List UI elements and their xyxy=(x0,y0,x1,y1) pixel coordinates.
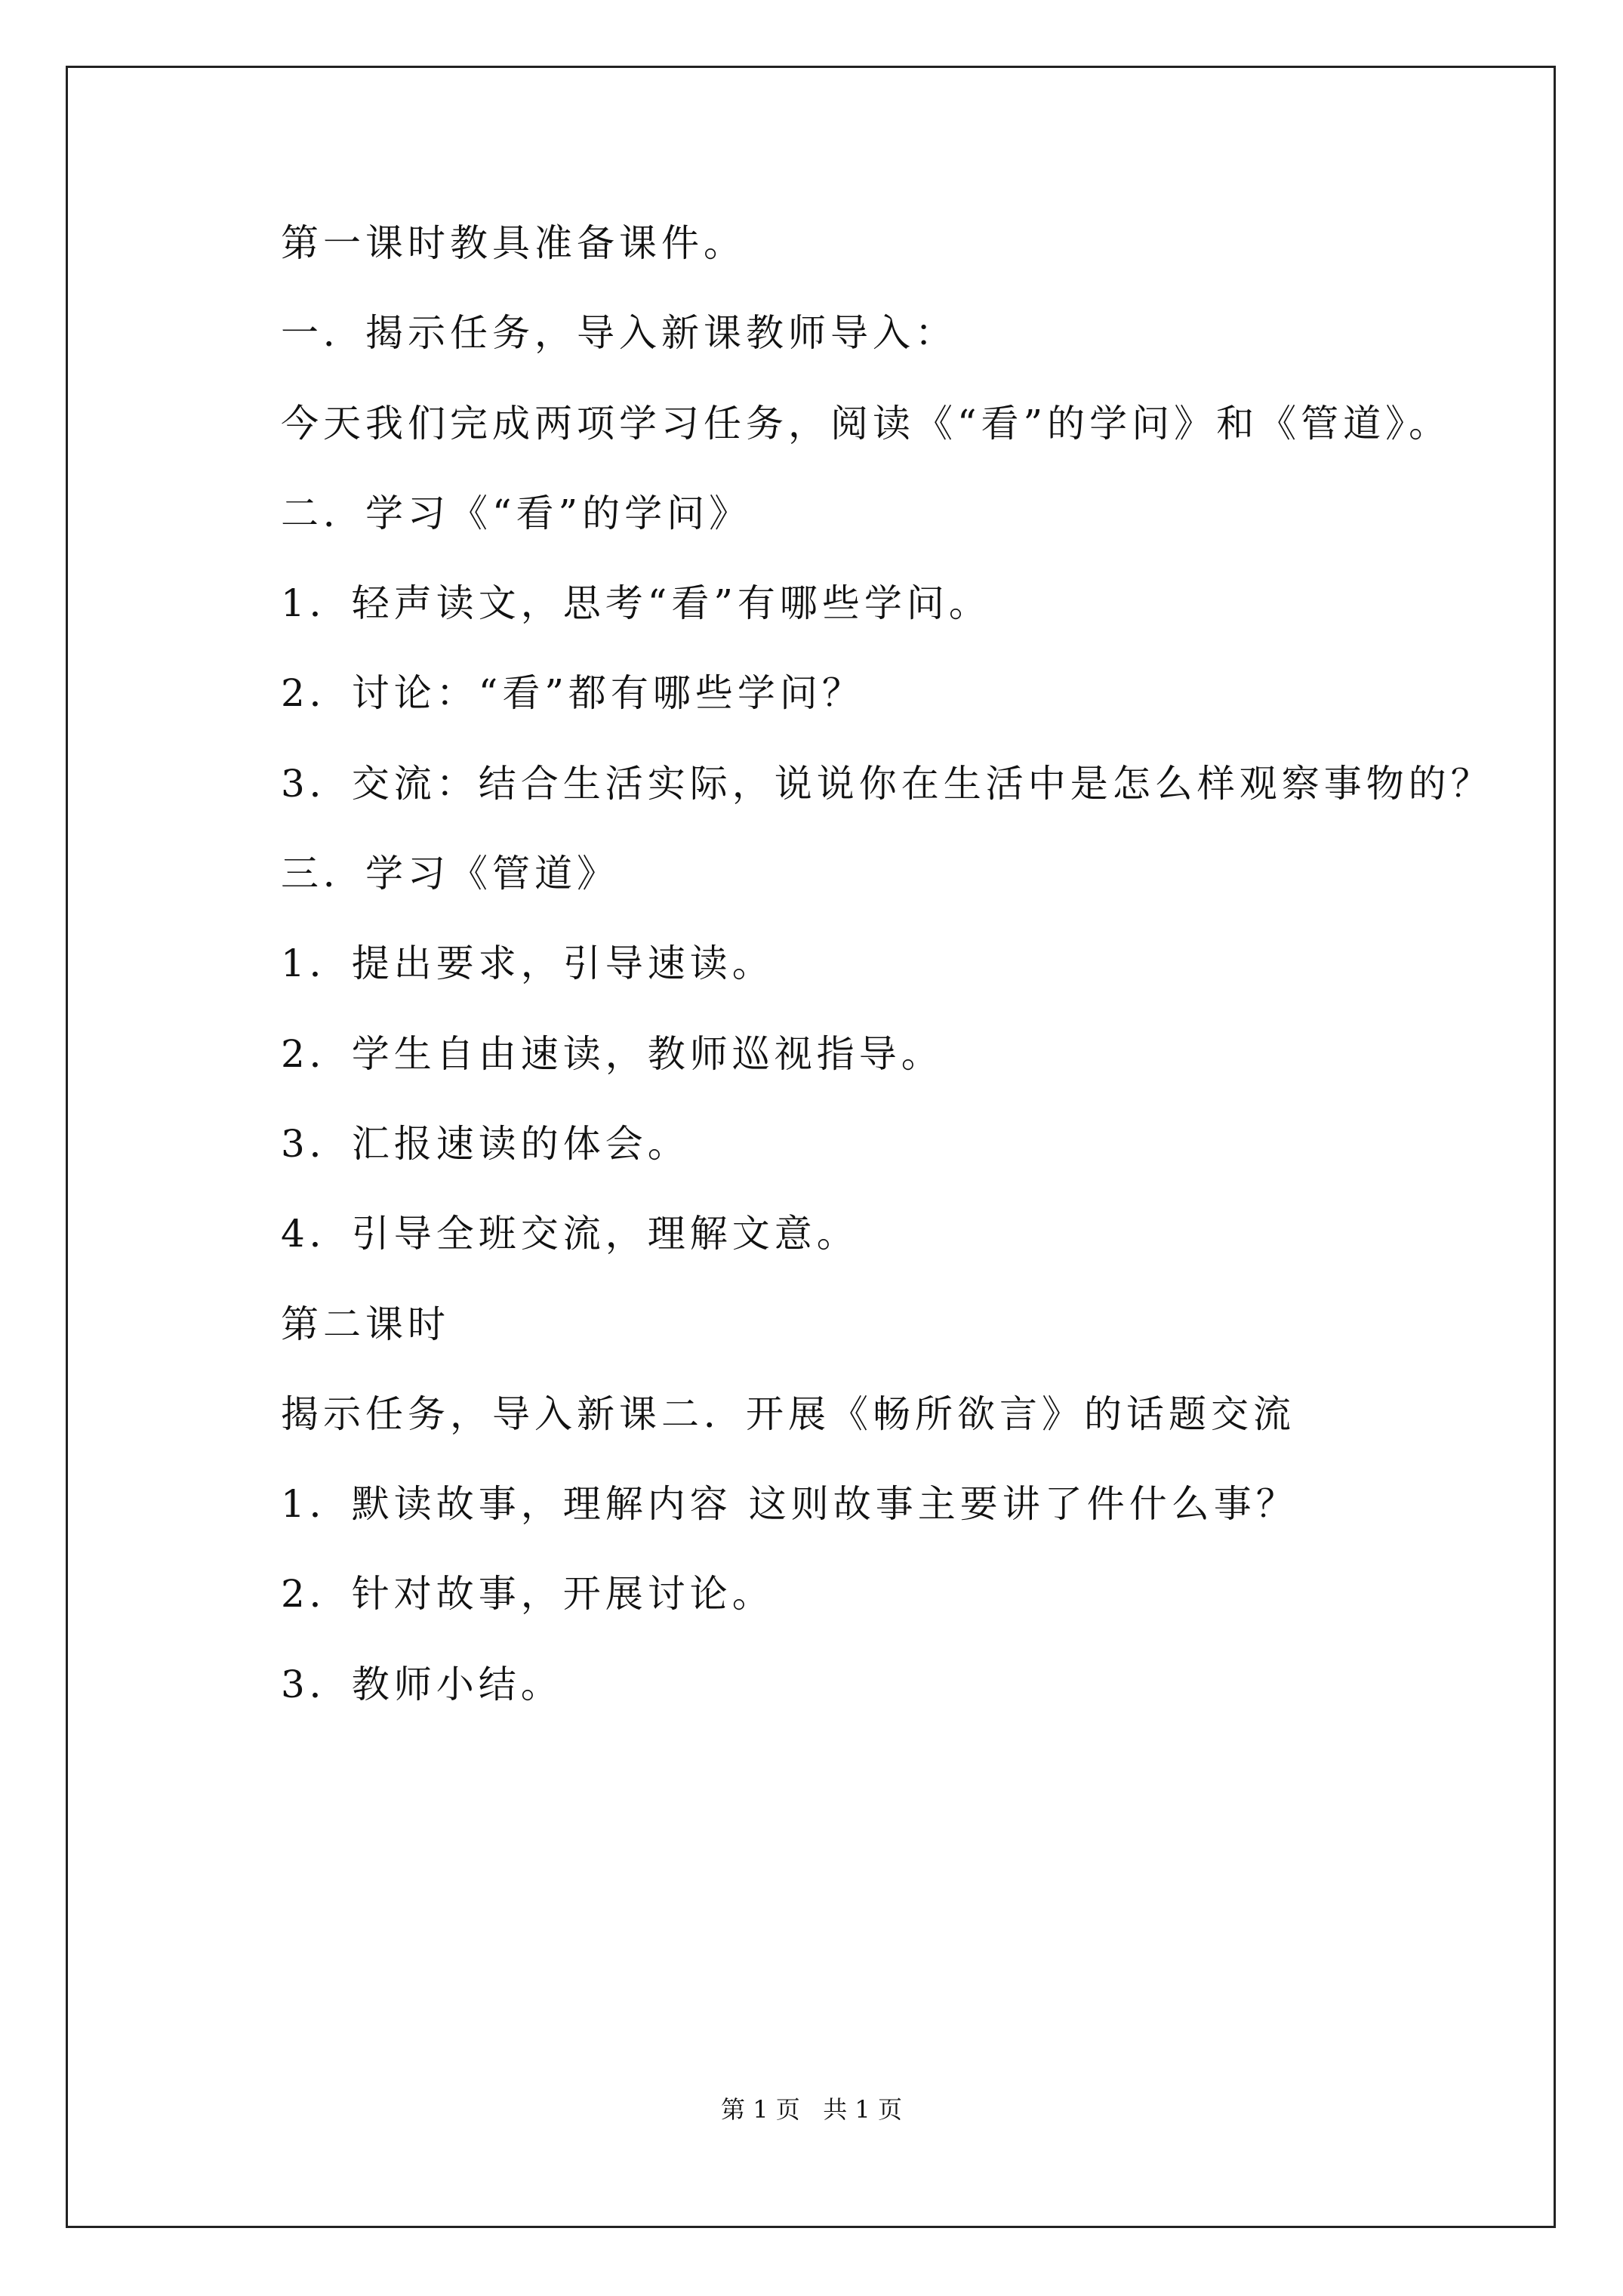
section-two-heading: 二．学习《“看”的学问》 xyxy=(281,491,752,535)
section-three-heading: 三．学习《管道》 xyxy=(281,852,619,896)
list-item: 3．汇报速读的体会。 xyxy=(281,1121,690,1166)
list-item: 1．提出要求，引导速读。 xyxy=(281,942,775,986)
list-item: 2．针对故事，开展讨论。 xyxy=(281,1572,775,1616)
list-item: 2．讨论：“看”都有哪些学问？ xyxy=(281,671,864,716)
list-item: 4．引导全班交流，理解文意。 xyxy=(281,1212,859,1256)
list-item: 3．交流：结合生活实际，说说你在生活中是怎么样观察事物的？ xyxy=(281,761,1493,806)
list-item: 1．默读故事，理解内容 这则故事主要讲了件什么事？ xyxy=(281,1482,1298,1527)
section-one-heading: 一．揭示任务，导入新课教师导入： xyxy=(281,311,957,356)
document-body xyxy=(281,220,1526,1752)
lesson-two-heading: 第二课时 xyxy=(281,1302,450,1346)
list-item: 2．学生自由速读，教师巡视指导。 xyxy=(281,1031,944,1076)
list-item: 1．轻声读文，思考“看”有哪些学问。 xyxy=(281,581,991,626)
page-footer: 第 1 页 共 1 页 xyxy=(721,2095,902,2124)
section-heading: 揭示任务，导入新课二．开展《畅所欲言》的话题交流 xyxy=(281,1391,1295,1436)
paragraph-intro: 今天我们完成两项学习任务，阅读《“看”的学问》和《管道》。 xyxy=(281,401,1452,445)
lesson-one-heading: 第一课时教具准备课件。 xyxy=(281,221,746,265)
list-item: 3．教师小结。 xyxy=(281,1662,563,1706)
